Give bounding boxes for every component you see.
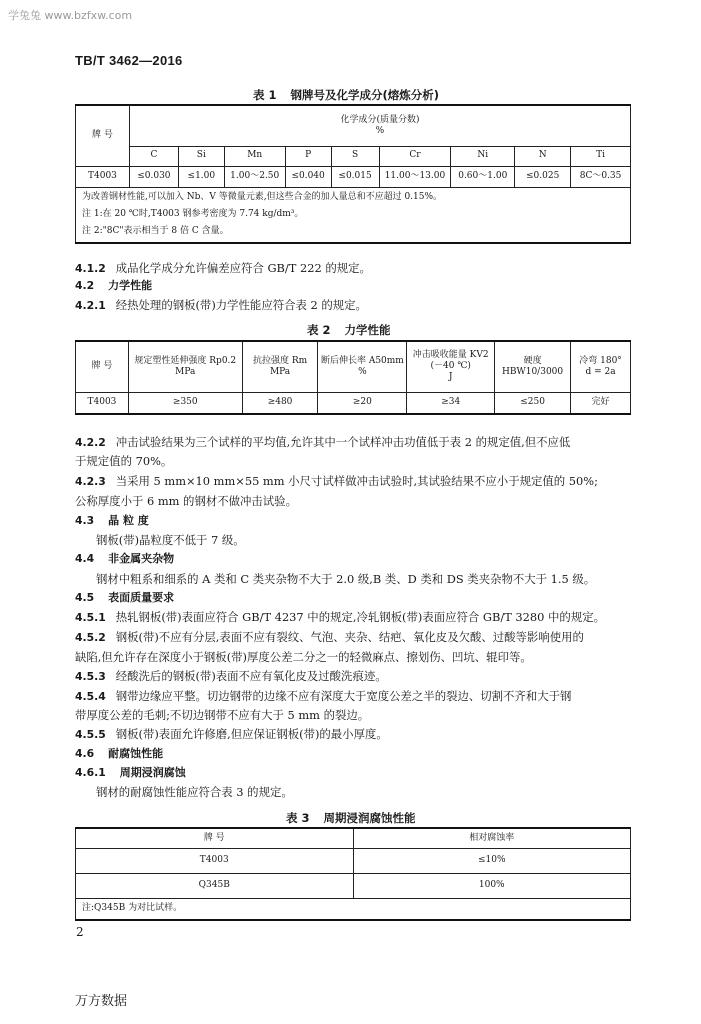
section-title: 周期浸润腐蚀 — [119, 766, 186, 779]
table2-header: 牌 号 — [76, 341, 129, 392]
table1-brand-header: 牌 号 — [76, 105, 130, 166]
table2-header: 冷弯 180° d = 2a — [571, 341, 631, 392]
section-4-1-2 — [75, 259, 371, 278]
section-text: 经热处理的钢板(带)力学性能应符合表 2 的规定。 — [115, 298, 367, 312]
footer-brand: 万方数据 — [75, 994, 128, 1009]
table1-group-header-unit: % — [375, 125, 385, 136]
table1-caption-title: 钢牌号及化学成分(熔炼分析) — [290, 88, 440, 102]
table1-cell: 0.60～1.00 — [451, 166, 515, 187]
table2-cell: ≤250 — [495, 392, 571, 414]
table3-cell: T4003 — [76, 848, 354, 873]
section-4-2-3 — [75, 472, 598, 491]
table-row — [76, 873, 631, 898]
table2-cell: ≥34 — [407, 392, 495, 414]
section-4-5-heading — [75, 589, 174, 607]
table-row — [76, 166, 631, 187]
table3-note: 注:Q345B 为对比试样。 — [76, 898, 631, 920]
section-number: 4.5.5 — [75, 728, 106, 741]
table3-header: 牌 号 — [76, 828, 354, 848]
section-title: 表面质量要求 — [108, 591, 175, 604]
section-4-6-1-text: 钢材的耐腐蚀性能应符合表 3 的规定。 — [96, 785, 293, 799]
table2-cell: ≥350 — [128, 392, 242, 414]
section-4-2-3-cont: 公称厚度小于 6 mm 的钢材不做冲击试验。 — [75, 494, 297, 508]
table1-col-header: Ni — [451, 146, 515, 166]
section-title: 力学性能 — [108, 279, 153, 292]
section-text: 钢带边缘应平整。切边钢带的边缘不应有深度大于宽度公差之半的裂边、切割不齐和大于钢 — [115, 689, 572, 703]
table1-col-header: S — [331, 146, 379, 166]
table2-header: 硬度 HBW10/3000 — [495, 341, 571, 392]
section-title: 耐腐蚀性能 — [108, 747, 164, 760]
section-4-5-2-cont: 缺陷,但允许存在深度小于钢板(带)厚度公差二分之一的轻微麻点、擦划伤、凹坑、辊印等。 — [75, 650, 532, 664]
section-4-5-1 — [75, 608, 605, 627]
section-4-5-3 — [75, 667, 387, 686]
table3-caption-number: 表 3 — [286, 811, 310, 825]
section-text: 经酸洗后的钢板(带)表面不应有氧化皮及过酸洗痕迹。 — [115, 669, 387, 683]
section-text: 当采用 5 mm×10 mm×55 mm 小尺寸试样做冲击试验时,其试验结果不应小于规定值的 50%; — [115, 474, 598, 488]
section-number: 4.5.4 — [75, 690, 106, 703]
table1-cell: 1.00～2.50 — [224, 166, 285, 187]
table2-caption-number: 表 2 — [307, 323, 331, 337]
section-4-2-1 — [75, 296, 367, 315]
section-number: 4.5.3 — [75, 670, 106, 683]
section-number: 4.5.2 — [75, 631, 106, 644]
table2-cell: ≥20 — [318, 392, 407, 414]
section-number: 4.5.1 — [75, 611, 106, 624]
section-4-6-1-heading — [75, 764, 186, 782]
section-text: 成品化学成分允许偏差应符合 GB/T 222 的规定。 — [115, 261, 371, 275]
watermark: 学兔兔 www.bzfxw.com — [8, 9, 133, 22]
table1-cell: ≤1.00 — [178, 166, 224, 187]
section-4-2-2 — [75, 433, 570, 452]
table1-note: 注 2:"8C"表示相当于 8 倍 C 含量。 — [82, 226, 229, 237]
table1-col-header: Mn — [224, 146, 285, 166]
table1-col-header: Cr — [379, 146, 451, 166]
section-number: 4.6.1 — [75, 766, 106, 779]
section-number: 4.5 — [75, 591, 95, 604]
section-text: 冲击试验结果为三个试样的平均值,允许其中一个试样冲击功值低于表 2 的规定值,但不应低 — [115, 435, 571, 449]
section-4-2-heading — [75, 277, 152, 295]
table1-notes — [76, 187, 631, 243]
table3-cell: 100% — [353, 873, 631, 898]
table2-cell: T4003 — [76, 392, 129, 414]
section-title: 晶 粒 度 — [108, 514, 149, 527]
table1-note: 为改善钢材性能,可以加入 Nb、V 等微量元素,但这些合金的加人量总和不应超过 0.15%。 — [82, 192, 443, 203]
table1-note: 注 1:在 20 ℃时,T4003 钢参考密度为 7.74 kg/dm³。 — [82, 209, 304, 220]
section-number: 4.2.3 — [75, 475, 106, 488]
table1-group-header — [129, 105, 630, 146]
table2-header: 冲击吸收能量 KV2 (－40 ℃) J — [407, 341, 495, 392]
section-text: 钢板(带)不应有分层,表面不应有裂纹、气泡、夹杂、结疤、氧化皮及欠酸、过酸等影响使用的 — [115, 630, 584, 644]
section-4-5-4-cont: 带厚度公差的毛刺;不切边钢带不应有大于 5 mm 的裂边。 — [75, 708, 370, 722]
section-number: 4.2.2 — [75, 436, 106, 449]
table1-chemical-composition — [75, 104, 631, 244]
table2-cell: 完好 — [571, 392, 631, 414]
table1-cell: 11.00～13.00 — [379, 166, 451, 187]
table1-cell: ≤0.030 — [129, 166, 178, 187]
table2-caption-title: 力学性能 — [344, 323, 391, 337]
table1-col-header: N — [515, 146, 571, 166]
table3-corrosion — [75, 827, 631, 921]
table2-caption — [307, 322, 391, 338]
section-4-5-2 — [75, 628, 584, 647]
section-4-4-heading — [75, 550, 174, 568]
table1-caption-number: 表 1 — [253, 88, 277, 102]
section-4-3-text: 钢板(带)晶粒度不低于 7 级。 — [96, 533, 245, 547]
table1-cell: 8C～0.35 — [571, 166, 631, 187]
document-code: TB/T 3462—2016 — [75, 53, 183, 68]
section-4-2-2-cont: 于规定值的 70%。 — [75, 454, 173, 468]
table2-cell: ≥480 — [242, 392, 318, 414]
section-4-5-5 — [75, 725, 388, 744]
table1-col-header: P — [285, 146, 331, 166]
table3-cell: ≤10% — [353, 848, 631, 873]
section-number: 4.2.1 — [75, 299, 106, 312]
table1-col-header: Si — [178, 146, 224, 166]
section-text: 热轧钢板(带)表面应符合 GB/T 4237 中的规定,冷轧钢板(带)表面应符合 GB/T 3280 中的规定。 — [115, 610, 605, 624]
table2-header: 规定塑性延伸强度 Rp0.2 MPa — [128, 341, 242, 392]
section-4-6-heading — [75, 745, 163, 763]
table1-col-header: C — [129, 146, 178, 166]
table2-header: 断后伸长率 A50mm % — [318, 341, 407, 392]
table3-caption — [286, 810, 416, 826]
table1-group-header-title: 化学成分(质量分数) — [340, 114, 420, 125]
table1-cell: ≤0.015 — [331, 166, 379, 187]
table3-header: 相对腐蚀率 — [353, 828, 631, 848]
table-row — [76, 848, 631, 873]
section-4-4-text: 钢材中粗系和细系的 A 类和 C 类夹杂物不大于 2.0 级,B 类、D 类和 DS 类夹杂物不大于 1.5 级。 — [96, 572, 596, 586]
section-text: 钢板(带)表面允许修磨,但应保证钢板(带)的最小厚度。 — [115, 727, 388, 741]
table1-col-header: Ti — [571, 146, 631, 166]
section-number: 4.3 — [75, 514, 95, 527]
table1-cell: T4003 — [76, 166, 130, 187]
section-4-5-4 — [75, 687, 571, 706]
section-4-3-heading — [75, 512, 149, 530]
table1-caption — [253, 87, 439, 103]
table3-cell: Q345B — [76, 873, 354, 898]
section-number: 4.4 — [75, 552, 95, 565]
section-title: 非金属夹杂物 — [108, 552, 175, 565]
page-number: 2 — [76, 925, 84, 939]
table1-cell: ≤0.025 — [515, 166, 571, 187]
table2-header: 抗拉强度 Rm MPa — [242, 341, 318, 392]
section-number: 4.2 — [75, 279, 95, 292]
table1-cell: ≤0.040 — [285, 166, 331, 187]
table3-caption-title: 周期浸润腐蚀性能 — [323, 811, 416, 825]
table2-mechanical-properties — [75, 340, 631, 415]
table-row — [76, 392, 631, 414]
section-number: 4.1.2 — [75, 262, 106, 275]
section-number: 4.6 — [75, 747, 95, 760]
